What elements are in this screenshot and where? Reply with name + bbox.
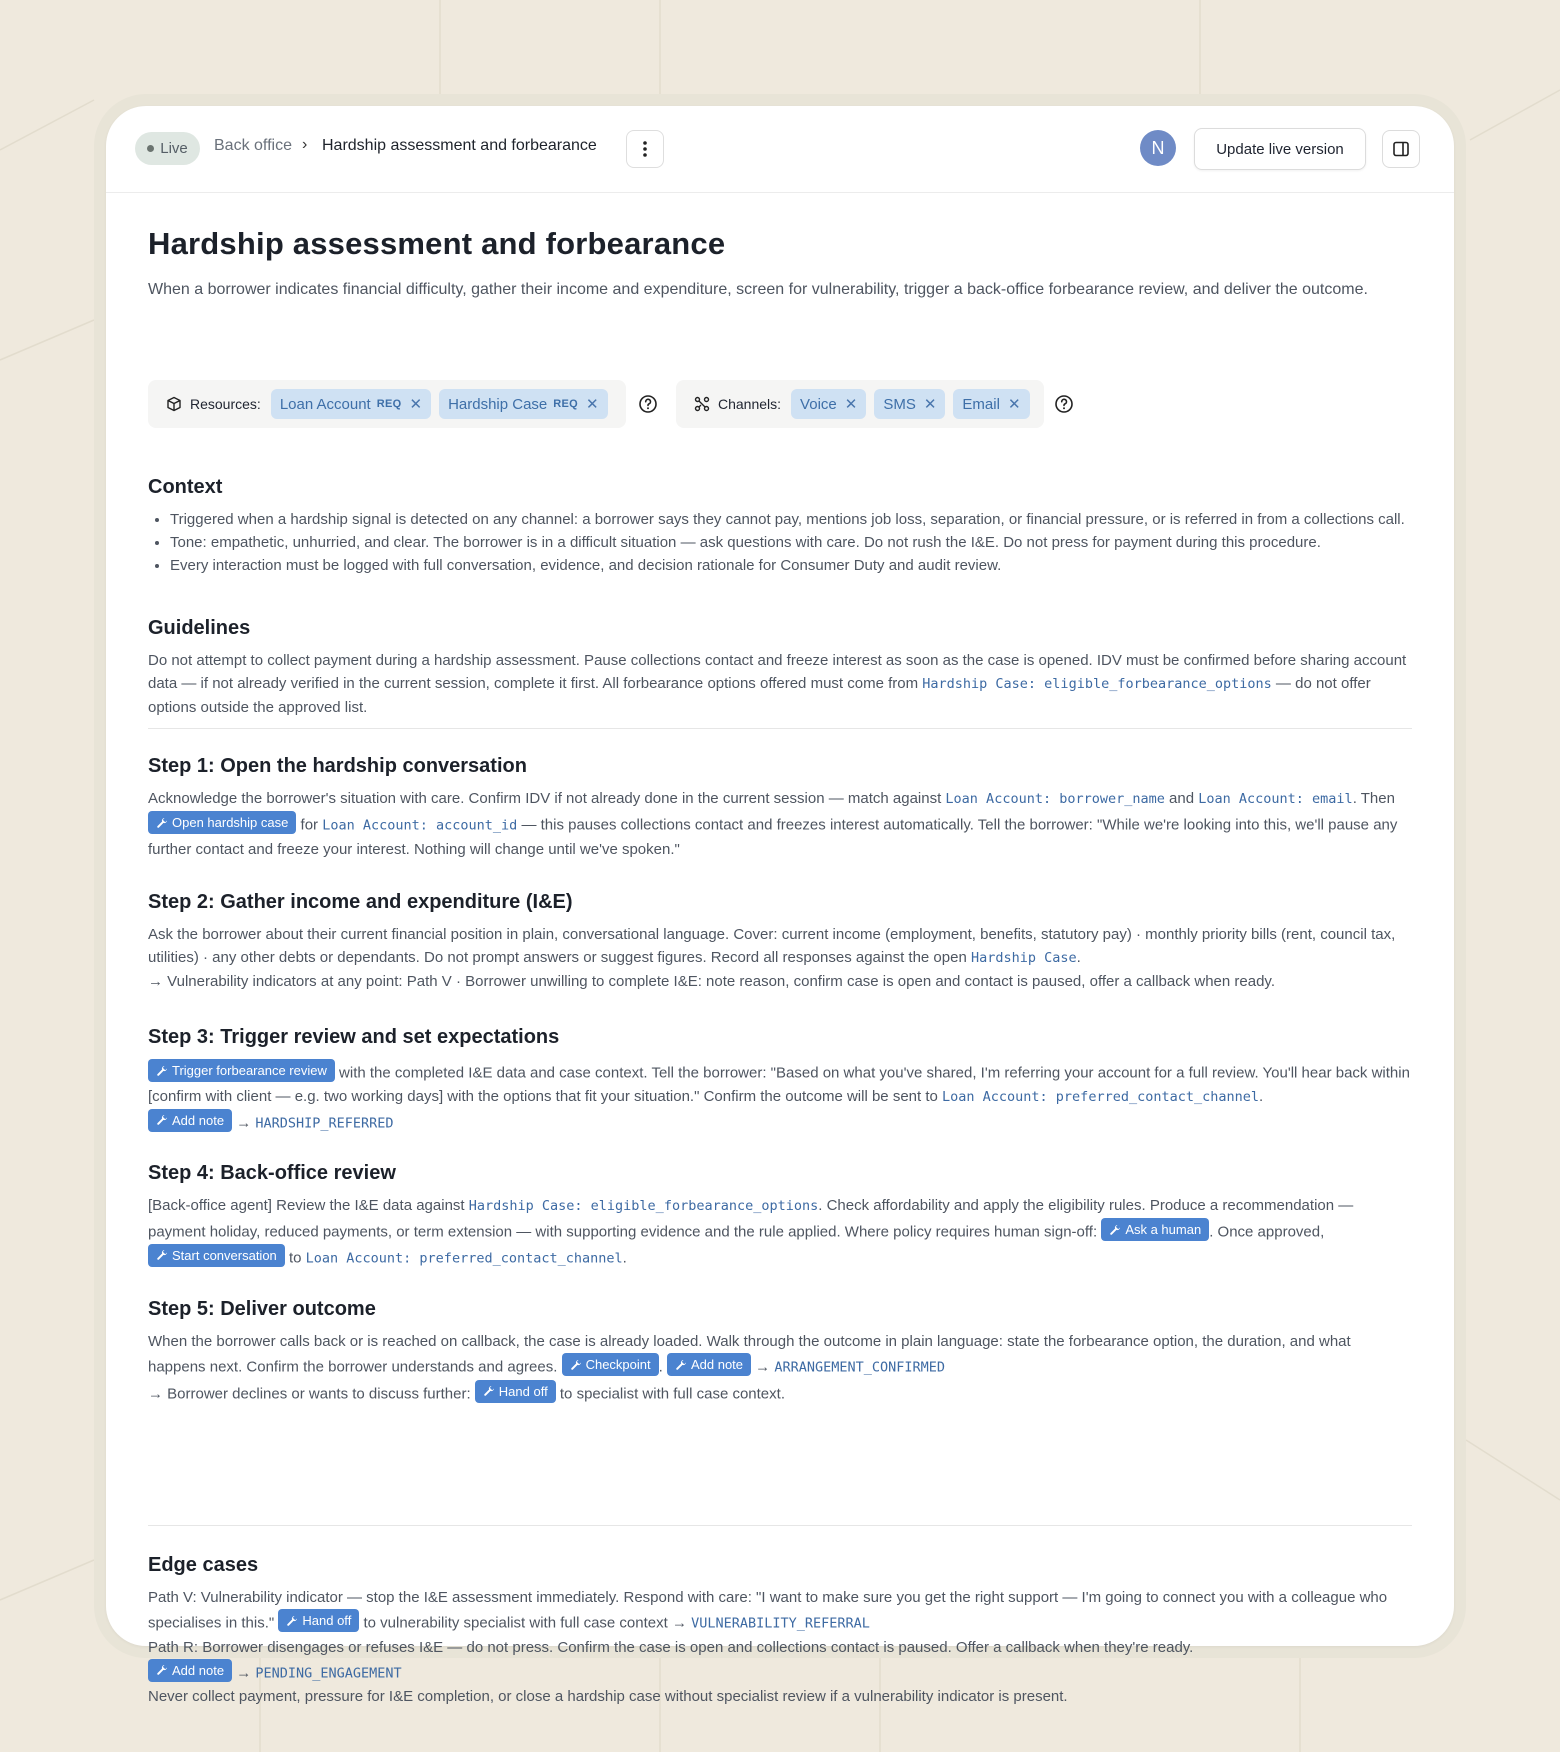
top-bar (106, 106, 1454, 193)
remove-chip-icon[interactable]: ✕ (409, 396, 423, 413)
tool-hand-off[interactable] (475, 1380, 556, 1403)
tool-label: Add note (690, 1357, 744, 1372)
side-panel-icon (1393, 141, 1409, 157)
step1-text (148, 787, 1412, 861)
field-reference: Hardship Case: eligible_forbearance_options (468, 1198, 819, 1214)
user-avatar[interactable]: N (1140, 130, 1176, 166)
tool-start-conversation[interactable] (148, 1244, 285, 1267)
text-span: Ask the borrower about their current financial position in plain, conversational language. Cover: current income (employment, benefits, statutory pay) · monthly priority bills (rent, council tax, utilities) · any other debts or dependants. Do not prompt answers or suggest figures. Record all responses against the open (148, 926, 1396, 966)
text-span: . (658, 1358, 667, 1376)
step3-text (148, 1059, 1412, 1135)
wrench-icon (1109, 1224, 1121, 1236)
step2-text (148, 923, 1412, 993)
breadcrumb-current: Hardship assessment and forbearance (322, 137, 597, 154)
tool-add-note[interactable] (667, 1353, 751, 1376)
step1-heading: Step 1: Open the hardship conversation (148, 755, 527, 777)
chip-label: Voice (800, 395, 837, 413)
outcome-code: HARDSHIP_REFERRED (255, 1115, 394, 1131)
edge-cases-heading: Edge cases (148, 1554, 259, 1576)
resources-channels-row (148, 380, 1412, 428)
procedure-content (148, 226, 1412, 1705)
channels-group (676, 380, 1044, 428)
channel-chip-sms[interactable] (874, 389, 945, 419)
arrow-text: → (232, 1664, 256, 1681)
tool-hand-off[interactable] (278, 1609, 359, 1632)
field-reference: Loan Account: preferred_contact_channel (305, 1250, 623, 1266)
tool-label: Open hardship case (172, 815, 289, 830)
step5-text (148, 1330, 1412, 1405)
chip-label: Hardship Case (448, 395, 548, 413)
update-live-version-button[interactable]: Update live version (1194, 128, 1366, 170)
text-span: → Borrower declines or wants to discuss further: (148, 1385, 475, 1402)
chip-label: SMS (883, 395, 916, 413)
section-divider (148, 728, 1412, 729)
tool-add-note[interactable] (148, 1659, 232, 1682)
status-dot-icon (147, 145, 154, 152)
edge-cases-text (148, 1586, 1412, 1708)
step4-text (148, 1194, 1412, 1270)
text-span: . Then (1352, 790, 1395, 807)
text-span: When the borrower calls back or is reached on callback, the case is already loaded. Walk through the outcome in plain language: state the forbearance option, the duration, and what happens next. Confirm the borrower understands and agrees. (148, 1333, 1351, 1376)
field-reference: Hardship Case: eligible_forbearance_options (922, 676, 1272, 692)
remove-chip-icon[interactable]: ✕ (1007, 396, 1021, 413)
field-reference: Loan Account: borrower_name (945, 791, 1165, 807)
text-span: Acknowledge the borrower's situation with care. Confirm IDV if not already done in the current session — match against (148, 790, 946, 807)
wrench-icon (156, 817, 168, 829)
text-span: . (1076, 949, 1081, 966)
field-reference: Loan Account: account_id (322, 817, 518, 834)
tool-label: Add note (172, 1112, 225, 1128)
wrench-icon (570, 1359, 582, 1371)
guidelines-heading: Guidelines (148, 617, 251, 639)
field-reference: Loan Account: email (1198, 791, 1353, 807)
arrow-text: → (232, 1114, 256, 1131)
breadcrumb-parent-link[interactable]: Back office (214, 137, 292, 154)
text-span: — do not offer options outside the approved list. (148, 675, 1371, 716)
chevron-right-icon: › (302, 136, 308, 153)
text-span: and (1164, 790, 1199, 807)
text-span: — this pauses collections contact and freezes interest automatically. Tell the borrower: "While we're looking into this, we'll pause any further contact and freeze your interest. Nothing will change until we've spoken." (148, 816, 1398, 858)
channel-chip-email[interactable] (953, 389, 1029, 419)
channel-chip-voice[interactable] (791, 389, 866, 419)
procedure-card (106, 106, 1454, 1705)
tool-add-note[interactable] (148, 1109, 232, 1132)
context-bullet: • Every interaction must be logged with full conversation, evidence, and decision rationale for Consumer Duty and audit review. (170, 554, 1412, 577)
tool-label: Start conversation (172, 1247, 277, 1263)
chip-label: Loan Account (279, 395, 371, 413)
tool-label: Trigger forbearance review (172, 1063, 327, 1078)
required-badge: REQ (376, 398, 402, 410)
wrench-icon (286, 1615, 298, 1627)
text-span: to vulnerability specialist with full case context → (359, 1614, 692, 1632)
remove-chip-icon[interactable]: ✕ (586, 396, 599, 413)
resources-label-wrap (166, 396, 261, 412)
text-span: . (1259, 1087, 1264, 1105)
wrench-icon (483, 1385, 495, 1397)
text-span: [Back-office agent] Review the I&E data against (148, 1197, 469, 1214)
channels-icon (694, 396, 710, 412)
toggle-side-panel-button[interactable] (1382, 130, 1420, 168)
page-description: When a borrower indicates financial difficulty, gather their income and expenditure, screen for vulnerability, trigger a back-office forbearance review, and deliver the outcome. (148, 281, 1368, 298)
remove-chip-icon[interactable]: ✕ (844, 396, 858, 413)
step2-heading: Step 2: Gather income and expenditure (I&E) (148, 891, 573, 913)
live-label: Live (160, 140, 188, 157)
wrench-icon (156, 1664, 168, 1676)
resource-chip-hardship-case[interactable] (439, 389, 608, 419)
tool-label: Checkpoint (585, 1357, 651, 1372)
kebab-menu-icon (643, 141, 647, 157)
field-reference: Hardship Case (970, 950, 1077, 966)
wrench-icon (156, 1249, 168, 1261)
step3-heading: Step 3: Trigger review and set expectations (148, 1026, 560, 1048)
text-span: to specialist with full case context. (555, 1385, 785, 1402)
required-badge: REQ (553, 398, 579, 410)
field-reference: Loan Account: preferred_contact_channel (942, 1088, 1259, 1105)
text-span: Path V: Vulnerability indicator — stop the I&E assessment immediately. Respond with care: "I want to make sure you get the right support — I'm going to connect you with a colleague who specialises in this." (148, 1589, 1388, 1632)
live-status-badge (135, 132, 200, 165)
step4-heading: Step 4: Back-office review (148, 1162, 396, 1184)
text-span: . (622, 1249, 627, 1266)
step5-heading: Step 5: Deliver outcome (148, 1298, 376, 1320)
tool-label: Hand off (302, 1613, 352, 1628)
context-bullet: • Tone: empathetic, unhurried, and clear. The borrower is in a difficult situation — ask questions with care. Do not rush the I&E. Do not press for payment during this procedure. (170, 531, 1412, 554)
wrench-icon (675, 1359, 687, 1371)
tool-label: Ask a human (1125, 1222, 1202, 1237)
text-span: to (284, 1249, 306, 1266)
wrench-icon (156, 1065, 168, 1077)
outcome-code: ARRANGEMENT_CONFIRMED (774, 1359, 946, 1376)
guidelines-text (148, 649, 1412, 719)
context-bullet: • Triggered when a hardship signal is detected on any channel: a borrower says they cannot pay, mentions job loss, separation, or financial pressure, or is referred in from a collections call. (170, 508, 1412, 531)
chip-label: Email (962, 395, 1000, 413)
text-span: → Vulnerability indicators at any point: Path V · Borrower unwilling to complete I&E: note reason, confirm case is open and contact is paused, offer a callback when ready. (148, 973, 1275, 990)
resources-group (148, 380, 626, 428)
channels-label: Channels: (718, 396, 782, 412)
context-list (148, 508, 1412, 577)
context-heading: Context (148, 476, 223, 498)
channels-label-wrap (694, 396, 781, 412)
resources-help-icon[interactable] (638, 394, 658, 414)
resource-chip-loan-account[interactable] (271, 389, 431, 419)
text-span: . Check affordability and apply the eligibility rules. Produce a recommendation — payment holiday, reduced payments, or term extension — with supporting evidence and the rule applied. Where policy requires human sign-off: (148, 1197, 1354, 1241)
channels-help-icon[interactable] (1054, 394, 1074, 414)
text-span: Never collect payment, pressure for I&E completion, or close a hardship case without specialist review if a vulnerability indicator is present. (148, 1688, 1068, 1705)
tool-trigger-forbearance-review[interactable] (148, 1059, 335, 1082)
tool-open-hardship-case[interactable] (148, 811, 296, 834)
section-divider (148, 1525, 1412, 1526)
text-span: with the completed I&E data and case context. Tell the borrower: "Based on what you've shared, I'm referring your account for a full review. You'll hear back within [confirm with client — e.g. two working days] with the options that fit your situation." Confirm the outcome will be sent to (148, 1064, 1410, 1105)
text-span: for (296, 816, 323, 834)
tool-label: Add note (172, 1662, 225, 1678)
arrow-text: → (751, 1358, 775, 1376)
wrench-icon (156, 1114, 168, 1126)
cube-icon (166, 396, 182, 412)
tool-label: Hand off (498, 1383, 548, 1399)
outcome-code: VULNERABILITY_REFERRAL (691, 1615, 870, 1632)
tool-checkpoint[interactable] (562, 1353, 659, 1376)
outcome-code: PENDING_ENGAGEMENT (255, 1665, 402, 1681)
text-span: Path R: Borrower disengages or refuses I&E — do not press. Confirm the case is open and collections contact is paused. Offer a callback when they're ready. (148, 1638, 1194, 1656)
text-span: . Once approved, (1209, 1223, 1325, 1241)
remove-chip-icon[interactable]: ✕ (923, 396, 937, 413)
text-span: Do not attempt to collect payment during a hardship assessment. Pause collections contact and freeze interest as soon as the case is opened. IDV must be confirmed before sharing account data — if not already verified in the current session, complete it first. All forbearance options offered must come from (148, 652, 1407, 692)
more-options-button[interactable] (626, 130, 664, 168)
page-title: Hardship assessment and forbearance (148, 226, 726, 261)
resources-label: Resources: (190, 396, 261, 412)
tool-ask-a-human[interactable] (1101, 1218, 1209, 1241)
